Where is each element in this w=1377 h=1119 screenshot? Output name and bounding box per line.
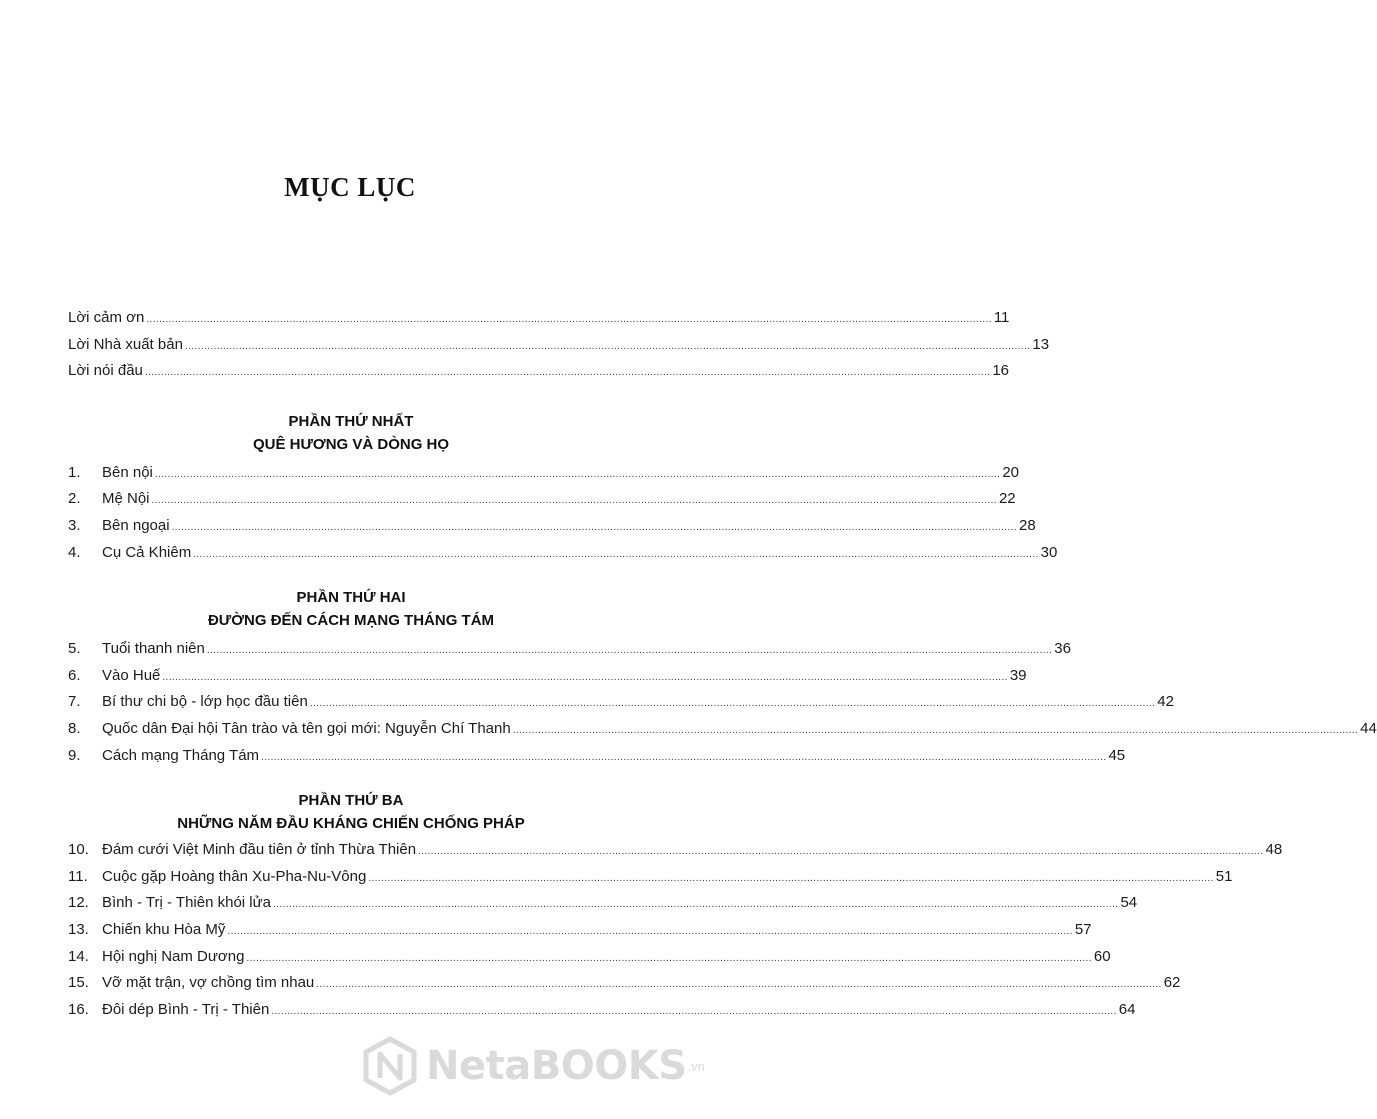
dot-leader: ..........................................................................................................................................................................................................................................................................	[246, 952, 1092, 964]
watermark-brand: NetaBOOKS	[426, 1043, 687, 1089]
toc-entry[interactable]	[68, 490, 1016, 517]
toc-entry-label: Mệ Nội	[102, 490, 150, 508]
toc-entry-page: 20	[1002, 463, 1019, 481]
toc-entry[interactable]	[68, 867, 1233, 895]
toc-entry[interactable]	[68, 974, 1181, 1001]
toc-entry-page: 30	[1040, 543, 1058, 561]
toc-entry-number: 3.	[68, 516, 81, 534]
toc-entry-number: 1.	[68, 463, 81, 481]
toc-entry[interactable]	[68, 746, 1126, 774]
toc-entry-number: 7.	[68, 693, 81, 711]
toc-entry-number: 4.	[68, 543, 81, 561]
toc-entry-number: 6.	[68, 666, 81, 684]
toc-entry-page: 44	[1360, 719, 1377, 737]
toc-entry-number: 14.	[68, 947, 89, 965]
toc-entry-number: 11.	[68, 867, 88, 885]
toc-entry-page: 62	[1163, 974, 1181, 992]
toc-entry-number: 10.	[68, 841, 89, 859]
dot-leader: ..........................................................................................................................................................................................................................................................................	[261, 751, 1107, 763]
watermark-logo	[362, 1036, 705, 1096]
part-heading	[68, 789, 634, 835]
toc-entry[interactable]	[68, 947, 1111, 975]
toc-entry-number: 12.	[68, 894, 89, 912]
toc-entry[interactable]	[68, 719, 1377, 747]
toc-entry-number: 16.	[68, 1000, 89, 1018]
toc-entry-label: Cụ Cả Khiêm	[102, 543, 192, 561]
netabooks-hexagon-icon	[362, 1036, 418, 1096]
toc-entry-page: 57	[1074, 920, 1092, 938]
toc-entry-number: 8.	[68, 719, 81, 737]
toc-entry-page: 54	[1120, 894, 1138, 912]
dot-leader: ..........................................................................................................................................................................................................................................................................	[146, 314, 992, 325]
toc-entry[interactable]	[68, 516, 1036, 544]
dot-leader: ..........................................................................................................................................................................................................................................................................	[154, 468, 1001, 480]
toc-entry-label: Cách mạng Tháng Tám	[102, 746, 260, 764]
toc-entry-label: Lời nói đầu	[68, 362, 143, 380]
dot-leader: ..........................................................................................................................................................................................................................................................................	[193, 548, 1039, 560]
toc-entry-label: Lời Nhà xuất bản	[68, 335, 183, 353]
part-subtitle: ĐƯỜNG ĐẾN CÁCH MẠNG THÁNG TÁM	[207, 612, 495, 630]
toc-entry[interactable]	[68, 463, 1019, 491]
part-subtitle: QUÊ HƯƠNG VÀ DÒNG HỌ	[252, 435, 450, 453]
dot-leader: ..........................................................................................................................................................................................................................................................................	[151, 495, 997, 507]
toc-entry-page: 16	[992, 362, 1010, 380]
toc-entry-label: Bên nội	[102, 463, 153, 481]
toc-entry-number: 15.	[68, 974, 89, 992]
toc-entry-page: 60	[1093, 947, 1111, 965]
toc-entry[interactable]	[68, 1000, 1136, 1028]
dot-leader: ..........................................................................................................................................................................................................................................................................	[162, 671, 1008, 683]
toc-entry-label: Cuộc gặp Hoàng thân Xu-Pha-Nu-Vông	[102, 867, 367, 885]
toc-entry[interactable]	[68, 543, 1058, 571]
table-of-contents	[68, 309, 1377, 1027]
toc-entry[interactable]	[68, 841, 1283, 868]
dot-leader: ..........................................................................................................................................................................................................................................................................	[227, 925, 1073, 937]
dot-leader: ..........................................................................................................................................................................................................................................................................	[206, 645, 1053, 657]
toc-entry-page: 39	[1009, 666, 1027, 684]
toc-entry-label: Đôi dép Bình - Trị - Thiên	[102, 1000, 270, 1018]
toc-entry-publisher-note[interactable]	[68, 335, 1050, 363]
toc-entry-page: 28	[1019, 516, 1036, 534]
toc-entry-label: Chiến khu Hòa Mỹ	[102, 920, 226, 938]
dot-leader: ..........................................................................................................................................................................................................................................................................	[316, 979, 1162, 991]
page-title: MỤC LỤC	[284, 172, 416, 202]
toc-entry-label: Vỡ mặt trận, vợ chồng tìm nhau	[102, 974, 315, 992]
dot-leader: ..........................................................................................................................................................................................................................................................................	[368, 872, 1214, 884]
toc-entry-label: Quốc dân Đại hội Tân trào và tên gọi mới: Nguyễn Chí Thanh	[102, 719, 511, 737]
toc-entry-page: 48	[1265, 841, 1283, 859]
toc-entry-label: Bí thư chi bộ - lớp học đầu tiên	[102, 693, 308, 711]
toc-entry-number: 2.	[68, 490, 81, 508]
toc-entry-label: Lời cảm ơn	[68, 309, 145, 326]
toc-entry-label: Đám cưới Việt Minh đầu tiên ở tỉnh Thừa Thiên	[102, 841, 417, 859]
toc-entry[interactable]	[68, 640, 1071, 667]
toc-entry-label: Hội nghị Nam Dương	[102, 947, 245, 965]
toc-entry-label: Tuổi thanh niên	[102, 640, 205, 658]
toc-entry[interactable]	[68, 894, 1138, 921]
dot-leader: ..........................................................................................................................................................................................................................................................................	[418, 846, 1264, 858]
toc-entry[interactable]	[68, 666, 1027, 694]
toc-entry-number: 5.	[68, 640, 81, 658]
part-heading	[68, 410, 634, 456]
dot-leader: ..........................................................................................................................................................................................................................................................................	[512, 724, 1359, 736]
toc-entry-page: 42	[1157, 693, 1174, 711]
toc-entry-acknowledgements[interactable]	[68, 309, 1010, 336]
toc-entry[interactable]	[68, 693, 1174, 720]
toc-entry[interactable]	[68, 920, 1092, 948]
toc-entry-label: Bình - Trị - Thiên khói lửa	[102, 894, 271, 912]
dot-leader: ..........................................................................................................................................................................................................................................................................	[273, 899, 1119, 911]
dot-leader: ..........................................................................................................................................................................................................................................................................	[171, 521, 1017, 533]
toc-entry-page: 36	[1054, 640, 1071, 658]
toc-entry-page: 13	[1032, 335, 1050, 353]
toc-entry-foreword[interactable]	[68, 362, 1010, 389]
part-heading	[68, 586, 634, 632]
watermark-suffix: .vn	[687, 1058, 705, 1074]
toc-entry-label: Vào Huế	[102, 666, 161, 684]
part-subtitle: NHỮNG NĂM ĐẦU KHÁNG CHIẾN CHỐNG PHÁP	[177, 815, 525, 833]
toc-entry-label: Bên ngoại	[102, 516, 170, 534]
part-title: PHẦN THỨ BA	[298, 792, 404, 810]
toc-entry-page: 11	[993, 309, 1010, 326]
dot-leader: ..........................................................................................................................................................................................................................................................................	[271, 1005, 1117, 1017]
dot-leader: ..........................................................................................................................................................................................................................................................................	[184, 340, 1031, 352]
toc-entry-page: 45	[1108, 746, 1126, 764]
dot-leader: ..........................................................................................................................................................................................................................................................................	[309, 698, 1156, 710]
toc-entry-page: 22	[998, 490, 1016, 508]
dot-leader: ..........................................................................................................................................................................................................................................................................	[144, 367, 991, 379]
toc-entry-number: 9.	[68, 746, 81, 764]
toc-entry-page: 51	[1215, 867, 1233, 885]
toc-entry-number: 13.	[68, 920, 89, 938]
toc-entry-page: 64	[1118, 1000, 1136, 1018]
part-title: PHẦN THỨ HAI	[296, 589, 406, 607]
part-title: PHẦN THỨ NHẤT	[288, 412, 414, 430]
